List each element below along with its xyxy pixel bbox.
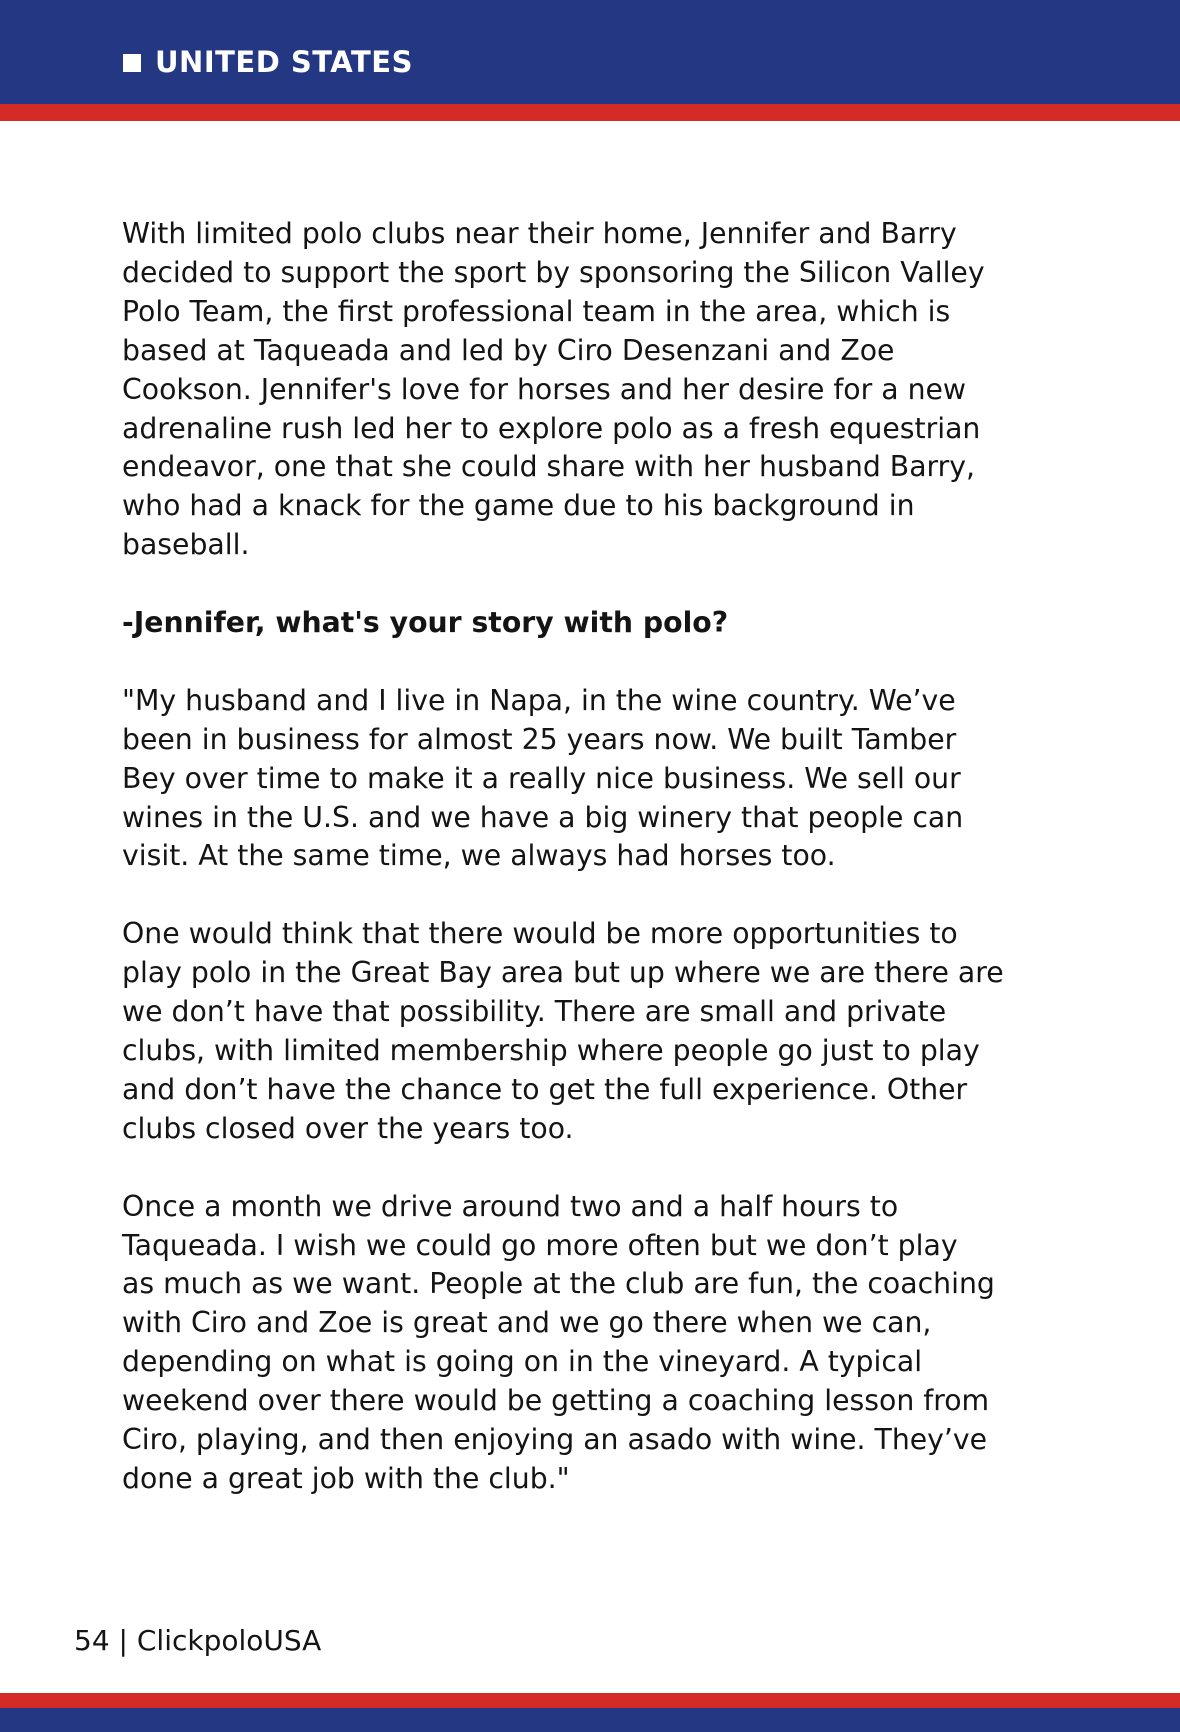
- answer-paragraph-1: "My husband and I live in Napa, in the wine country. We’ve been in business for almost 25 years now. We built Tamber Bey over time to make it a really nice business. We sell our wines in the U.S. and we have a big winery that people can visit. At the same time, we always had horses too.: [122, 683, 964, 873]
- answer-paragraph-3: Once a month we drive around two and a half hours to Taqueada. I wish we could go more often but we don’t play as much as we want. People at the club are fun, the coaching with Ciro and Zoe is great and we go there when we can, depending on what is going on in the vineyard. A typical weekend over there would be getting a coaching lesson from Ciro, playing, and then enjoying an asado with wine. They’ve done a great job with the club.": [122, 1189, 995, 1495]
- footer-stripe: [0, 1693, 1180, 1708]
- page-footer-label: 54 | ClickpoloUSA: [74, 1624, 322, 1657]
- footer-bar: [0, 1708, 1180, 1732]
- answer-paragraph-2: One would think that there would be more opportunities to play polo in the Great Bay area but up where we are there are we don’t have that possibility. There are small and private clubs, with limited membership where people go just to play and don’t have the chance to get the full experience. Other clubs closed over the years too.: [122, 917, 1004, 1145]
- square-bullet-icon: [123, 54, 141, 72]
- header-stripe: [0, 104, 1180, 121]
- intro-paragraph: With limited polo clubs near their home, Jennifer and Barry decided to support the sport by sponsoring the Silicon Valley Polo Team, the first professional team in the area, which is based at Taqueada and led by Ciro Desenzani and Zoe Cookson. Jennifer's love for horses and her desire for a new adrenaline rush led her to explore polo as a fresh equestrian endeavor, one that she could share with her husband Barry, who had a knack for the game due to his background in baseball.: [122, 217, 985, 562]
- section-title: UNITED STATES: [155, 45, 413, 79]
- article-body: [122, 215, 1082, 1538]
- interview-question: -Jennifer, what's your story with polo?: [122, 606, 729, 640]
- section-label: [123, 45, 413, 79]
- header-bar: [0, 0, 1180, 104]
